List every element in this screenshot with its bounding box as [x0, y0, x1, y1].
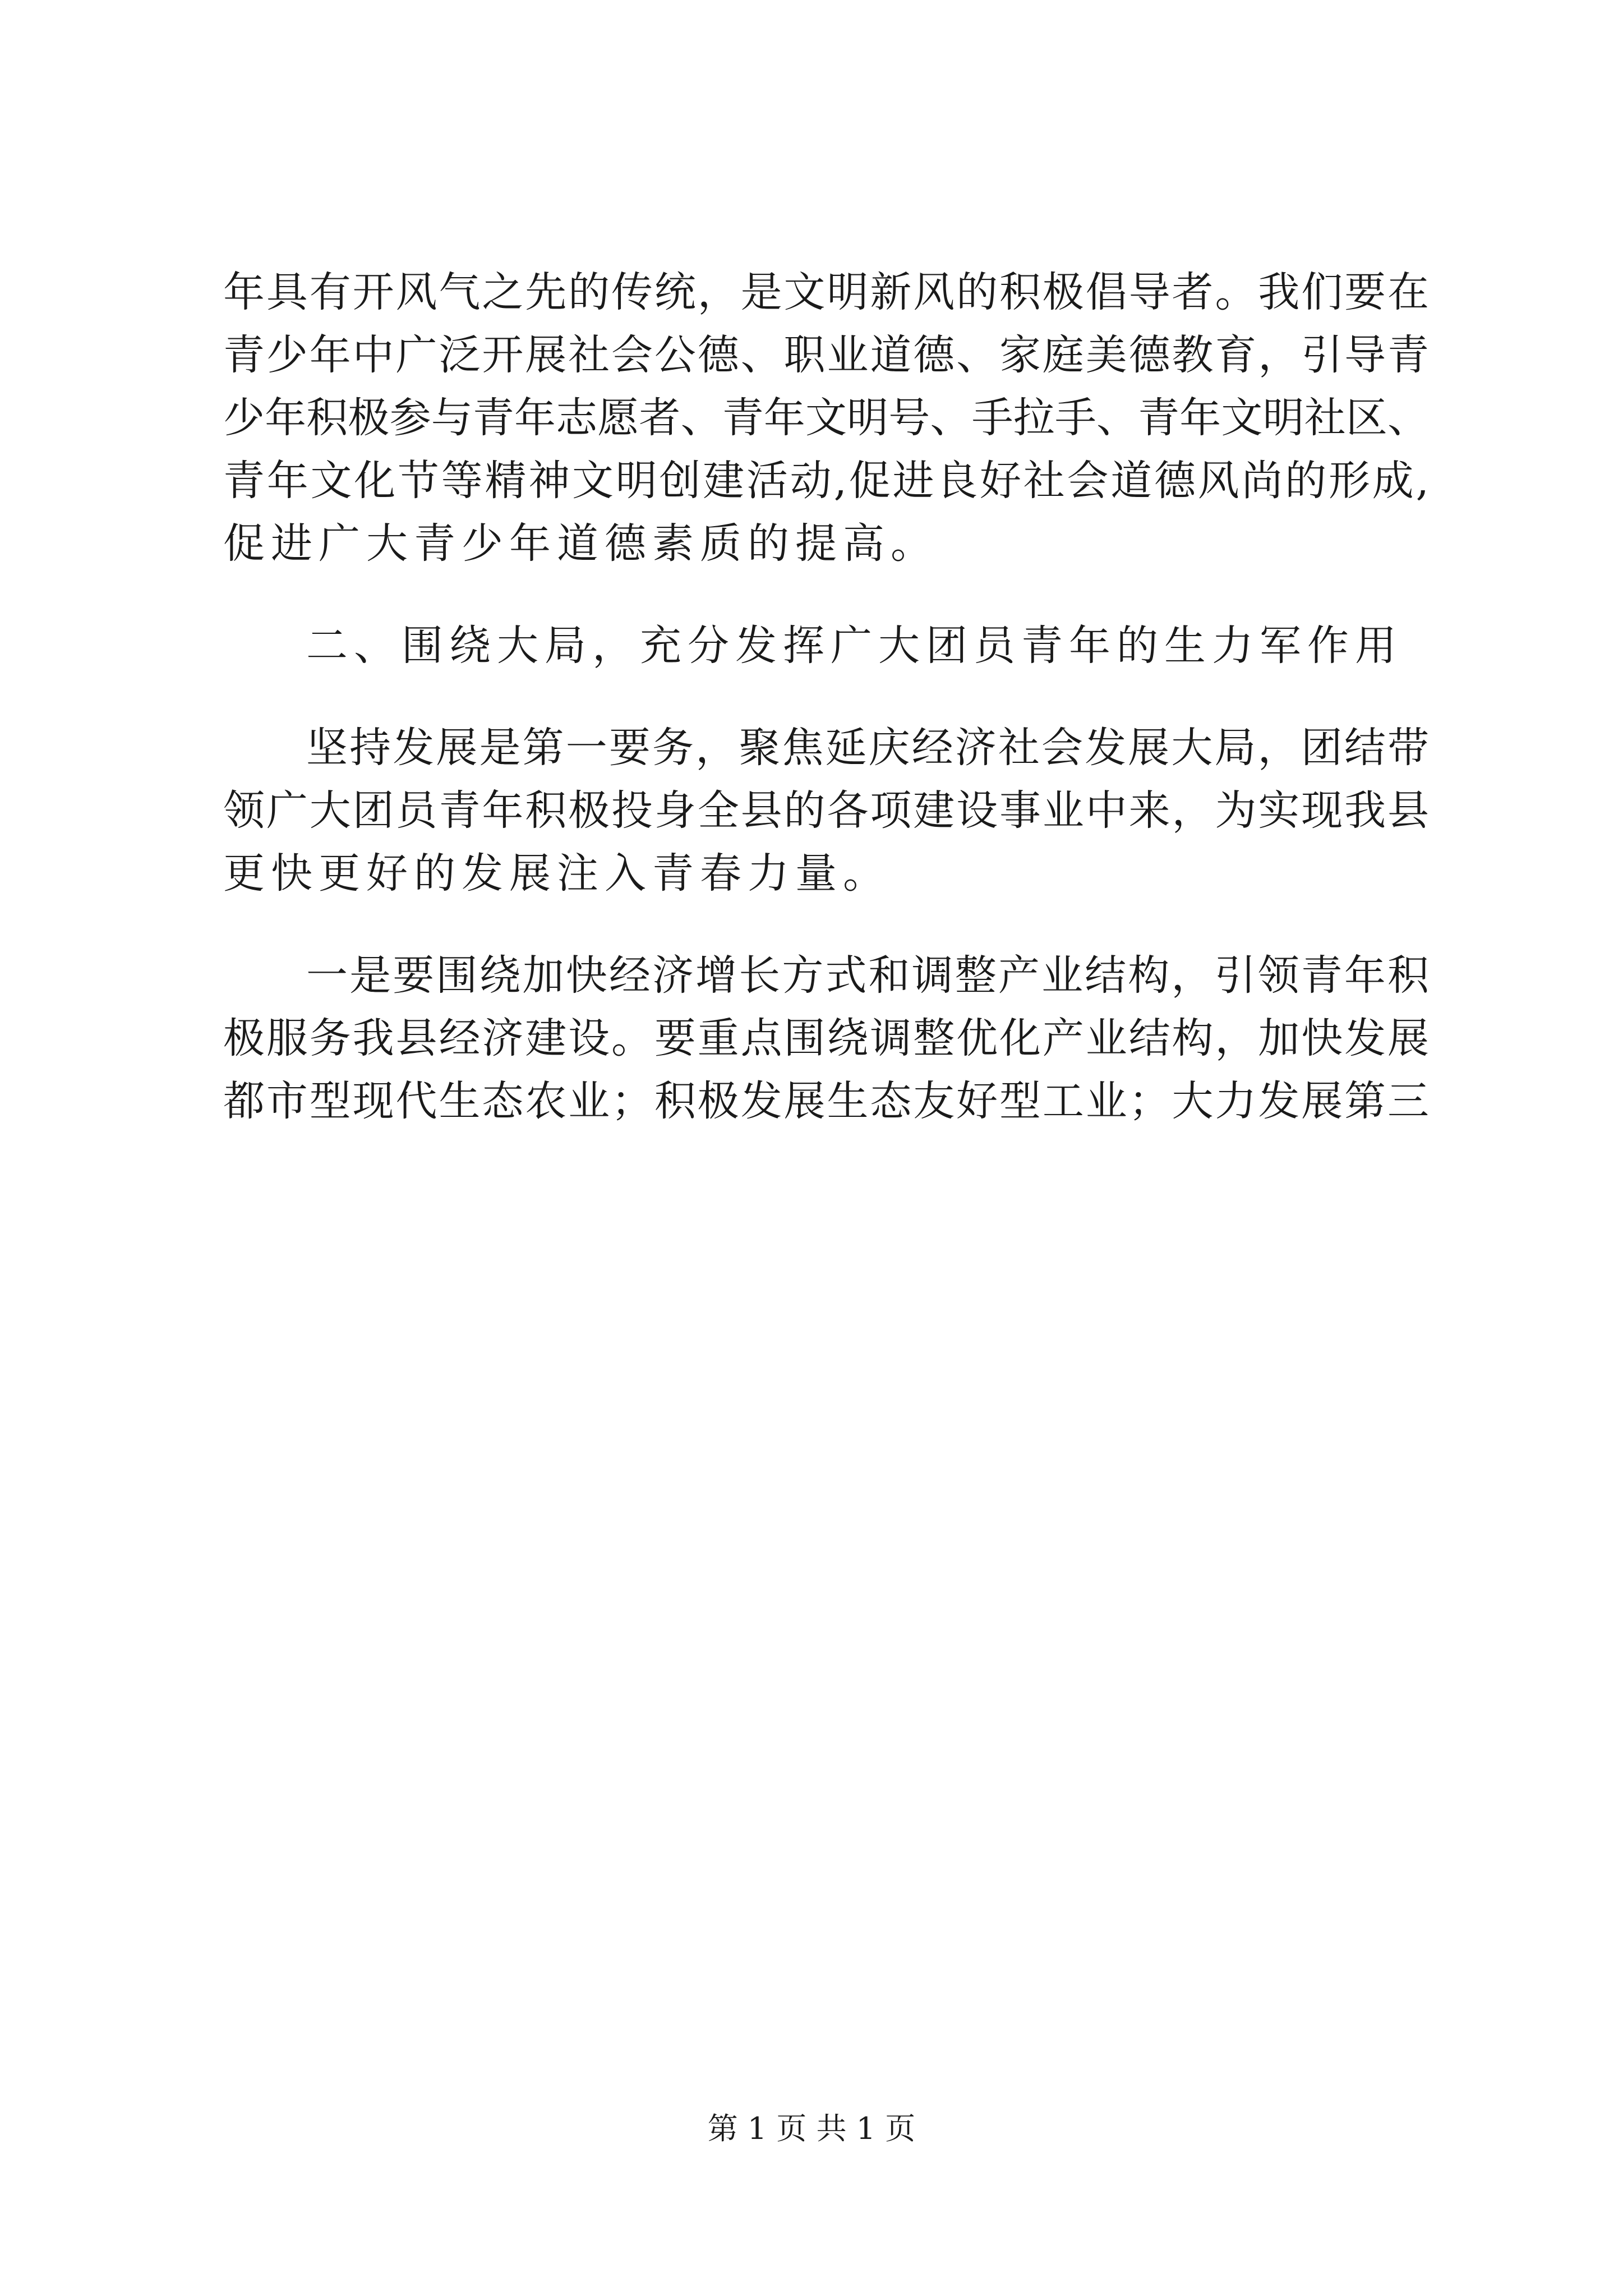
text-line: 都市型现代生态农业；积极发展生态友好型工业；大力发展第三 [223, 1077, 1429, 1125]
section-heading [223, 614, 1429, 677]
text-line: 更快更好的发展注入青春力量。 [223, 849, 891, 898]
text-line: 坚持发展是第一要务，聚焦延庆经济社会发展大局，团结带 [306, 724, 1429, 772]
text-line: 促进广大青少年道德素质的提高。 [223, 519, 938, 568]
page-number-label: 第 1 页 共 1 页 [707, 2111, 916, 2146]
paragraph [223, 716, 1429, 905]
paragraph [223, 261, 1429, 575]
text-line: 少年积极参与青年志愿者、青年文明号、手拉手、青年文明社区、 [223, 394, 1429, 442]
text-line: 一是要围绕加快经济增长方式和调整产业结构，引领青年积 [306, 951, 1429, 1000]
page-footer [0, 2109, 1623, 2148]
text-line: 领广大团员青年积极投身全县的各项建设事业中来，为实现我县 [223, 786, 1429, 835]
text-line: 青年文化节等精神文明创建活动,促进良好社会道德风尚的形成, [223, 457, 1429, 505]
text-line: 极服务我县经济建设。要重点围绕调整优化产业结构，加快发展 [223, 1014, 1429, 1062]
text-line: 青少年中广泛开展社会公德、职业道德、家庭美德教育，引导青 [223, 331, 1429, 379]
document-body [223, 261, 1429, 1133]
text-line: 年具有开风气之先的传统，是文明新风的积极倡导者。我们要在 [223, 268, 1429, 316]
text-line: 二、围绕大局，充分发挥广大团员青年的生力军作用 [306, 622, 1403, 670]
paragraph [223, 944, 1429, 1133]
